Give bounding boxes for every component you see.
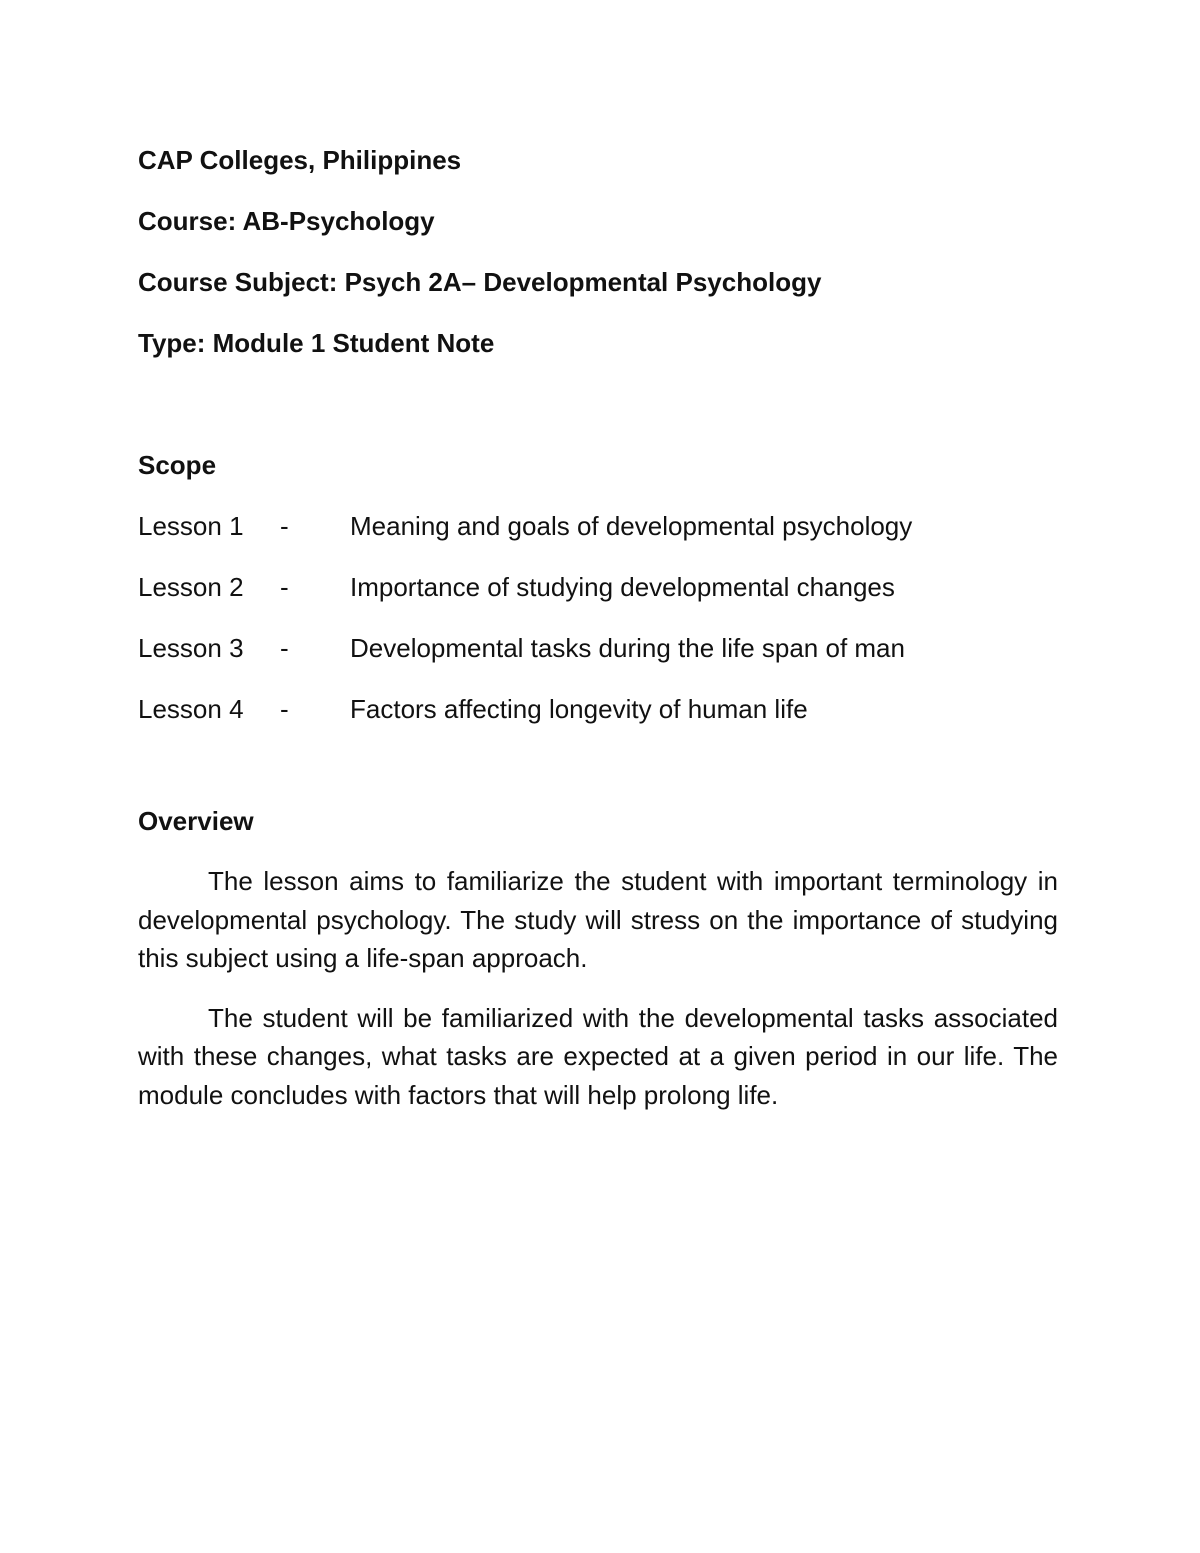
lesson-row bbox=[138, 567, 1058, 607]
lesson-dash: - bbox=[280, 511, 289, 541]
document-content bbox=[138, 140, 1058, 1135]
lesson-title: Meaning and goals of developmental psychology bbox=[350, 511, 913, 541]
lesson-number: Lesson 1 bbox=[138, 511, 244, 541]
lesson-number: Lesson 3 bbox=[138, 633, 244, 663]
document-type-line: Type: Module 1 Student Note bbox=[138, 328, 495, 358]
lesson-row bbox=[138, 506, 1058, 546]
lesson-number: Lesson 4 bbox=[138, 694, 244, 724]
lesson-row bbox=[138, 689, 1058, 729]
overview-heading: Overview bbox=[138, 806, 254, 836]
lesson-title: Developmental tasks during the life span of man bbox=[350, 633, 905, 663]
overview-paragraph: The lesson aims to familiarize the student with important terminology in developmental psychology. The study will stress on the importance of studying this subject using a life-span approach. bbox=[138, 866, 1058, 973]
overview-paragraph: The student will be familiarized with the developmental tasks associated with these changes, what tasks are expected at a given period in our life. The module concludes with factors that will help prolong life. bbox=[138, 1002, 1058, 1110]
lesson-row bbox=[138, 628, 1058, 668]
course-line: Course: AB-Psychology bbox=[138, 206, 435, 236]
lesson-dash: - bbox=[280, 633, 289, 663]
scope-heading: Scope bbox=[138, 450, 217, 480]
lesson-number: Lesson 2 bbox=[138, 572, 244, 602]
institution-line: CAP Colleges, Philippines bbox=[138, 145, 462, 175]
course-subject-line: Course Subject: Psych 2A– Developmental Psychology bbox=[138, 267, 822, 297]
lesson-title: Importance of studying developmental changes bbox=[350, 572, 895, 602]
lesson-dash: - bbox=[280, 694, 289, 724]
lesson-dash: - bbox=[280, 572, 289, 602]
lesson-title: Factors affecting longevity of human life bbox=[350, 694, 808, 724]
